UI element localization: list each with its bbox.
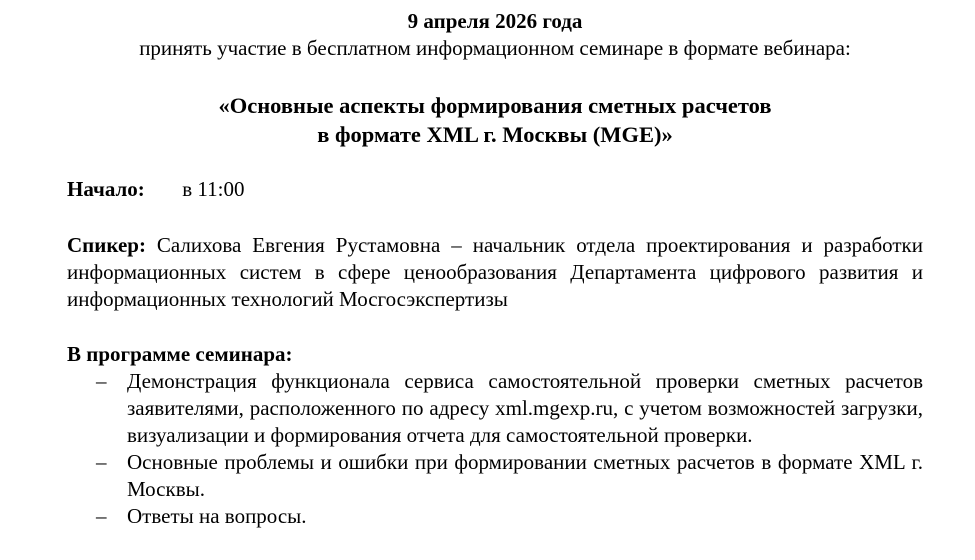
invitation-intro: принять участие в бесплатном информационном семинаре в формате вебинара:	[139, 36, 851, 60]
program-item-text: Демонстрация функционала сервиса самостоятельной проверки сметных расчетов заявителями, расположенного по адресу xml.mgexp.ru, с учетом возможностей загрузки, визуализации и формирования отчета для самостоятельной проверки.	[127, 369, 923, 447]
seminar-title-line-1: «Основные аспекты формирования сметных расчетов	[218, 93, 772, 118]
seminar-title	[0, 91, 975, 149]
speaker-label: Спикер:	[67, 233, 146, 257]
bullet-dash: –	[96, 369, 107, 393]
program-item	[96, 368, 923, 449]
start-time-value: в 11:00	[182, 177, 245, 201]
program-item-text: Основные проблемы и ошибки при формировании сметных расчетов в формате XML г. Москвы.	[127, 450, 923, 501]
program-item	[96, 503, 923, 530]
speaker-info	[67, 232, 923, 313]
program-item	[96, 449, 923, 503]
program-item-text: Ответы на вопросы.	[127, 504, 307, 528]
bullet-dash: –	[96, 504, 107, 528]
event-date: 9 апреля 2026 года	[407, 9, 583, 33]
seminar-title-line-2: в формате XML г. Москвы (MGE)»	[317, 122, 673, 147]
program-heading: В программе семинара:	[67, 342, 293, 366]
bullet-dash: –	[96, 450, 107, 474]
start-time	[67, 176, 244, 202]
program-list	[0, 368, 975, 530]
start-time-label: Начало:	[67, 177, 145, 201]
speaker-text: Салихова Евгения Рустамовна – начальник отдела проектирования и разработки информационных систем в сфере ценообразования Департамента цифрового развития и информационных технологий Мосгосэкспертизы	[67, 233, 923, 311]
